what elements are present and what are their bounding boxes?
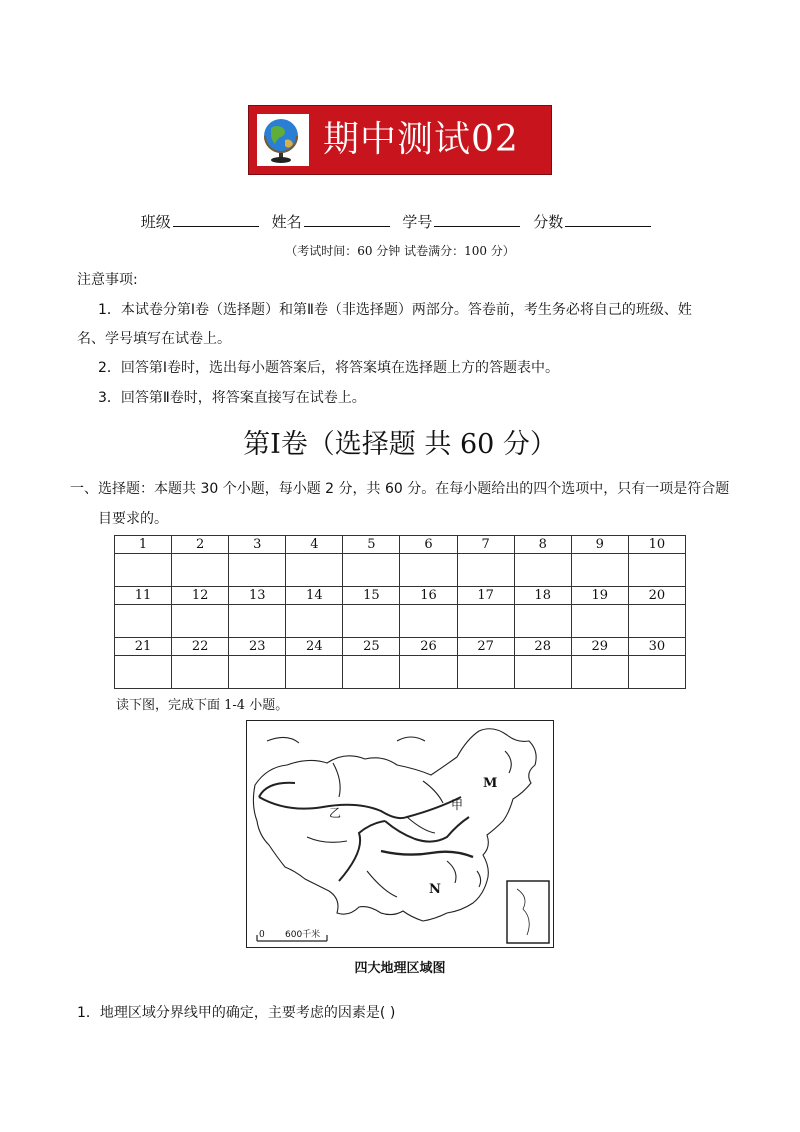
regions-map (246, 720, 554, 948)
answer-cell[interactable] (628, 605, 685, 638)
question-number-cell: 27 (457, 638, 514, 656)
name-label: 姓名 (271, 213, 302, 231)
notice-item-2: 2．回答第Ⅰ卷时，选出每小题答案后，将答案填在选择题上方的答题表中。 (98, 360, 560, 376)
question-number-cell: 6 (400, 536, 457, 554)
answer-cell[interactable] (286, 554, 343, 587)
question-number-cell: 3 (229, 536, 286, 554)
map-label-n: N (429, 882, 441, 897)
china-map-drawing (247, 721, 552, 946)
question-number-cell: 1 (115, 536, 172, 554)
answer-cell[interactable] (229, 554, 286, 587)
answer-cell[interactable] (400, 605, 457, 638)
question-number-cell: 12 (172, 587, 229, 605)
answer-cell[interactable] (343, 656, 400, 689)
answer-row (115, 656, 686, 689)
answer-cell[interactable] (457, 656, 514, 689)
question-number-cell: 11 (115, 587, 172, 605)
answer-cell[interactable] (343, 605, 400, 638)
answer-cell[interactable] (628, 656, 685, 689)
answer-row (115, 605, 686, 638)
answer-cell[interactable] (115, 554, 172, 587)
question-number-cell: 13 (229, 587, 286, 605)
class-field[interactable] (173, 212, 259, 227)
answer-cell[interactable] (400, 656, 457, 689)
question-number-cell: 16 (400, 587, 457, 605)
answer-cell[interactable] (571, 554, 628, 587)
name-field[interactable] (304, 212, 390, 227)
answer-row (115, 554, 686, 587)
question-number-cell: 18 (514, 587, 571, 605)
title-banner (248, 105, 552, 175)
question-number-cell: 5 (343, 536, 400, 554)
answer-cell[interactable] (514, 554, 571, 587)
question-number-cell: 21 (115, 638, 172, 656)
question-intro-cont: 目要求的。 (98, 511, 168, 527)
question-number-cell: 7 (457, 536, 514, 554)
answer-cell[interactable] (571, 656, 628, 689)
question-number-cell: 4 (286, 536, 343, 554)
answer-cell[interactable] (286, 605, 343, 638)
answer-cell[interactable] (172, 605, 229, 638)
question-number-row (115, 536, 686, 554)
answer-cell[interactable] (514, 656, 571, 689)
read-map-instruction: 读下图，完成下面 1-4 小题。 (116, 698, 289, 713)
score-field[interactable] (565, 212, 651, 227)
question-number-row (115, 638, 686, 656)
question-number-cell: 15 (343, 587, 400, 605)
question-number-cell: 28 (514, 638, 571, 656)
question-intro: 一、选择题：本题共 30 个小题，每小题 2 分，共 60 分。在每小题给出的四个选项中，只有一项是符合题 (70, 481, 730, 497)
answer-cell[interactable] (343, 554, 400, 587)
scale-distance: 600千米 (285, 930, 321, 940)
answer-cell[interactable] (229, 656, 286, 689)
question-number-cell: 20 (628, 587, 685, 605)
question-number-cell: 23 (229, 638, 286, 656)
question-number-cell: 2 (172, 536, 229, 554)
question-number-cell: 14 (286, 587, 343, 605)
question-number-cell: 10 (628, 536, 685, 554)
answer-cell[interactable] (229, 605, 286, 638)
answer-cell[interactable] (400, 554, 457, 587)
question-number-cell: 25 (343, 638, 400, 656)
map-caption: 四大地理区域图 (354, 961, 446, 976)
notice-item-3: 3．回答第Ⅱ卷时，将答案直接写在试卷上。 (98, 390, 366, 406)
id-field[interactable] (434, 212, 520, 227)
map-label-m: M (483, 776, 498, 791)
answer-cell[interactable] (286, 656, 343, 689)
notice-title: 注意事项: (77, 272, 138, 288)
question-number-cell: 24 (286, 638, 343, 656)
answer-cell[interactable] (115, 656, 172, 689)
section-title: 第Ⅰ卷（选择题 共 60 分） (243, 429, 557, 460)
question-number-cell: 8 (514, 536, 571, 554)
question-number-cell: 26 (400, 638, 457, 656)
notice-item-1-cont: 名、学号填写在试卷上。 (77, 331, 231, 347)
question-number-cell: 17 (457, 587, 514, 605)
page-title: 期中测试02 (323, 119, 519, 160)
map-label-yi: 乙 (329, 806, 342, 820)
exam-note: （考试时间：60 分钟 试卷满分：100 分） (285, 244, 515, 258)
question-number-cell: 22 (172, 638, 229, 656)
map-label-jia: 甲 (451, 798, 464, 812)
question-number-cell: 29 (571, 638, 628, 656)
question-1: 1．地理区域分界线甲的确定，主要考虑的因素是( ) (77, 1005, 396, 1021)
answer-table (114, 535, 686, 689)
answer-cell[interactable] (172, 554, 229, 587)
answer-cell[interactable] (457, 605, 514, 638)
answer-cell[interactable] (514, 605, 571, 638)
question-number-row (115, 587, 686, 605)
answer-cell[interactable] (571, 605, 628, 638)
globe-icon (257, 114, 309, 166)
notice-item-1: 1．本试卷分第Ⅰ卷（选择题）和第Ⅱ卷（非选择题）两部分。答卷前，考生务必将自己的班级、姓 (98, 302, 692, 318)
score-label: 分数 (533, 213, 564, 231)
answer-cell[interactable] (115, 605, 172, 638)
answer-cell[interactable] (628, 554, 685, 587)
question-number-cell: 9 (571, 536, 628, 554)
question-number-cell: 30 (628, 638, 685, 656)
answer-cell[interactable] (457, 554, 514, 587)
student-info-line (0, 211, 800, 232)
question-number-cell: 19 (571, 587, 628, 605)
scale-zero: 0 (259, 930, 265, 940)
answer-cell[interactable] (172, 656, 229, 689)
id-label: 学号 (402, 213, 433, 231)
class-label: 班级 (140, 213, 171, 231)
